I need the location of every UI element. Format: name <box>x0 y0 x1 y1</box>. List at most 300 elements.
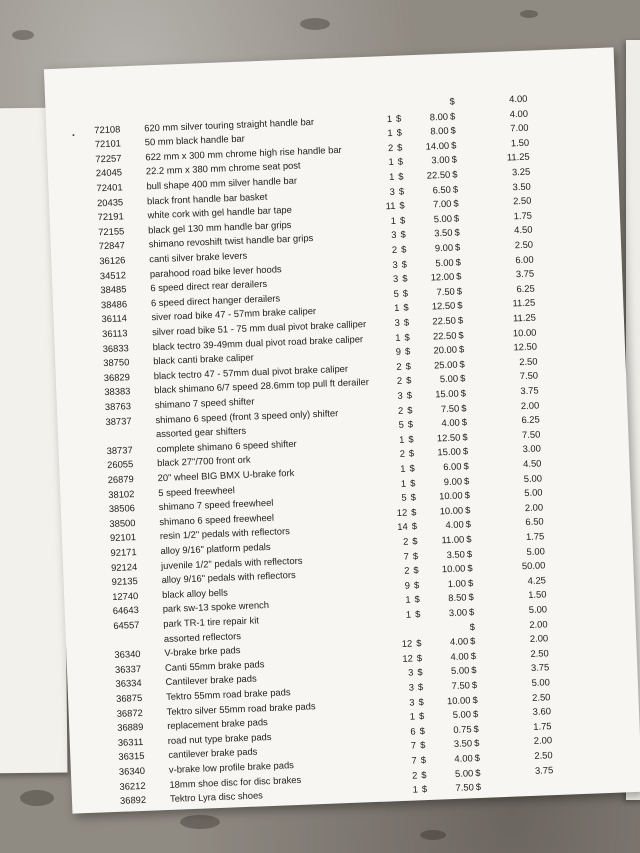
price-cell: 10.00 <box>438 489 463 502</box>
currency-sign: $ <box>464 489 470 501</box>
sku-cell: 38500 <box>109 516 136 529</box>
qty-cell: 2 <box>397 404 404 416</box>
description-cell: Tektro silver 55mm road brake pads <box>166 699 316 717</box>
currency-sign: $ <box>473 737 480 749</box>
total-cell: 10.00 <box>512 326 537 338</box>
currency-sign: $ <box>414 608 421 620</box>
total-cell: 2.00 <box>520 399 540 411</box>
description-cell: 5 speed freewheel <box>158 483 236 498</box>
description-cell: Tektro 55mm road brake pads <box>165 686 291 702</box>
description-cell: Tektro Lyra disc shoes <box>169 789 264 805</box>
qty-cell: 1 <box>400 477 407 489</box>
description-cell: v-brake low profile brake pads <box>168 759 295 775</box>
currency-sign: $ <box>464 503 471 516</box>
sku-cell: 36875 <box>115 691 143 704</box>
total-cell: 1.75 <box>525 530 545 543</box>
sku-cell: 36872 <box>116 706 143 719</box>
sku-cell: 36212 <box>119 779 146 792</box>
granite-speck <box>12 30 34 40</box>
sku-cell: 72155 <box>97 225 125 238</box>
sku-cell: 36892 <box>119 794 147 807</box>
sku-cell: 72401 <box>96 181 123 194</box>
description-cell: black 27"/700 front ork <box>156 453 251 469</box>
sku-cell: 92101 <box>109 531 137 544</box>
currency-sign: $ <box>397 155 404 168</box>
currency-sign: $ <box>472 708 479 720</box>
qty-cell: 1 <box>405 608 412 620</box>
currency-sign: $ <box>421 768 427 780</box>
sku-cell: 26055 <box>106 458 134 471</box>
currency-sign: $ <box>461 416 468 428</box>
sku-cell: 64643 <box>112 604 140 617</box>
total-cell: 4.50 <box>513 223 533 236</box>
total-cell: 2.50 <box>519 355 538 367</box>
total-cell: 11.25 <box>512 296 536 309</box>
sku-cell: 38383 <box>104 385 131 398</box>
sku-cell: 36315 <box>118 750 145 763</box>
currency-sign: $ <box>455 270 462 282</box>
sku-cell: 72257 <box>95 152 122 165</box>
description-cell: Cantilever brake pads <box>165 672 257 688</box>
currency-sign: $ <box>459 358 465 370</box>
currency-sign: $ <box>460 401 467 414</box>
currency-sign: $ <box>400 228 406 241</box>
currency-sign: $ <box>413 564 419 576</box>
description-cell: 6 speed direct rear derailers <box>150 277 268 294</box>
price-cell: 7.50 <box>451 679 471 692</box>
currency-sign: $ <box>396 126 403 138</box>
qty-cell: 2 <box>396 375 403 387</box>
description-cell: shimano 6 speed freewheel <box>159 511 275 527</box>
description-cell: bull shape 400 mm silver handle bar <box>146 174 298 192</box>
currency-sign: $ <box>458 343 465 355</box>
total-cell: 2.50 <box>530 647 549 659</box>
currency-sign: $ <box>475 766 481 778</box>
description-cell: shimano 7 speed shifter <box>154 395 255 411</box>
qty-cell: 5 <box>398 418 405 431</box>
price-cell: 25.00 <box>433 358 458 371</box>
currency-sign: $ <box>450 139 457 151</box>
qty-cell: 1 <box>412 783 419 795</box>
currency-sign: $ <box>473 722 479 735</box>
price-cell: 10.00 <box>441 562 466 575</box>
total-cell: 5.00 <box>524 486 543 499</box>
sku-cell: 38763 <box>104 400 132 413</box>
qty-cell: 7 <box>411 754 417 766</box>
sku-cell: 64557 <box>113 618 140 631</box>
currency-sign: $ <box>468 606 475 618</box>
qty-cell: 3 <box>391 229 397 241</box>
currency-sign: $ <box>413 578 420 591</box>
currency-sign: $ <box>407 418 414 430</box>
price-cell: 9.00 <box>434 241 454 254</box>
currency-sign: $ <box>409 462 415 474</box>
qty-cell: 2 <box>391 243 398 255</box>
sku-cell: 38506 <box>108 502 136 515</box>
price-cell: 14.00 <box>425 139 450 152</box>
total-cell: 2.00 <box>524 501 544 513</box>
price-cell: 6.00 <box>443 460 462 473</box>
qty-cell: 7 <box>410 739 417 752</box>
price-cell: 5.00 <box>439 372 459 385</box>
currency-sign: $ <box>400 243 407 255</box>
total-cell: 3.50 <box>512 180 531 192</box>
sku-cell: 36833 <box>102 341 129 354</box>
qty-cell: 2 <box>402 535 409 547</box>
qty-cell: 3 <box>394 316 401 328</box>
currency-sign: $ <box>474 751 481 764</box>
qty-cell: 12 <box>402 652 413 664</box>
price-cell: 5.00 <box>435 256 454 268</box>
qty-cell: 1 <box>409 710 416 722</box>
sku-cell: 72101 <box>94 137 122 150</box>
description-cell <box>143 97 403 107</box>
currency-sign: $ <box>460 387 467 399</box>
qty-cell: 1 <box>386 112 393 124</box>
price-cell: 0.75 <box>453 723 472 735</box>
qty-cell: 7 <box>403 550 410 562</box>
currency-sign: $ <box>418 695 424 707</box>
total-cell: 3.75 <box>520 384 539 397</box>
sku-cell: 36889 <box>117 721 144 734</box>
qty-cell: 12 <box>396 506 408 518</box>
total-cell: 4.00 <box>508 92 528 105</box>
currency-sign: $ <box>449 95 455 107</box>
currency-sign: $ <box>459 372 466 384</box>
description-cell: cantilever brake pads <box>168 745 258 761</box>
description-cell: black shimano 6/7 speed 28.6mm top pull ft derailer <box>154 376 370 396</box>
qty-cell: 1 <box>400 462 406 474</box>
currency-sign: $ <box>451 153 458 166</box>
currency-sign: $ <box>458 328 464 341</box>
currency-sign: $ <box>412 535 418 547</box>
price-cell: 20.00 <box>433 343 458 356</box>
qty-cell: 1 <box>388 170 395 183</box>
total-cell: 12.50 <box>513 340 538 353</box>
price-cell: 22.50 <box>432 329 457 342</box>
description-cell: black tectro 39-49mm dual pivot road brake caliper <box>152 332 364 352</box>
total-cell: 3.75 <box>515 267 535 280</box>
sku-cell: 72108 <box>94 122 121 135</box>
sku-cell: 36337 <box>114 662 142 675</box>
currency-sign: $ <box>457 299 463 311</box>
qty-cell: 12 <box>401 637 413 650</box>
description-cell: park sw-13 spoke wrench <box>162 599 270 615</box>
description-cell: silver road bike 51 - 75 mm dual pivot brake calliper <box>151 318 367 338</box>
price-cell: 8.00 <box>429 110 449 123</box>
sku-cell: 24045 <box>95 166 123 179</box>
total-cell: 1.50 <box>527 588 547 601</box>
description-cell: 620 mm silver touring straight handle bar <box>144 115 315 133</box>
sku-cell: 38486 <box>100 297 128 310</box>
currency-sign: $ <box>457 314 464 326</box>
total-cell: 7.50 <box>521 428 541 440</box>
total-cell: 3.75 <box>534 763 554 776</box>
qty-cell: 2 <box>403 564 410 576</box>
currency-sign: $ <box>467 562 473 574</box>
currency-sign: $ <box>449 110 456 122</box>
price-cell: 8.00 <box>430 124 449 137</box>
total-cell: 1.50 <box>510 136 530 149</box>
qty-cell: 1 <box>398 433 405 445</box>
price-cell: 5.00 <box>454 766 474 779</box>
sku-cell: 38750 <box>103 356 130 369</box>
total-cell: 6.25 <box>516 282 535 295</box>
qty-cell: 1 <box>405 593 411 606</box>
description-cell: 50 mm black handle bar <box>144 132 245 148</box>
total-cell: 1.75 <box>533 720 552 732</box>
sku-cell: 36311 <box>117 735 144 748</box>
total-cell: 2.50 <box>512 194 532 207</box>
description-cell: siver road bike 47 - 57mm brake caliper <box>151 305 317 323</box>
qty-cell: 3 <box>392 258 398 270</box>
qty-cell: 1 <box>393 302 400 314</box>
description-cell: resin 1/2" pedals with reflectors <box>159 525 290 542</box>
currency-sign: $ <box>468 591 474 603</box>
granite-speck <box>180 815 220 829</box>
total-cell: 4.25 <box>527 574 547 586</box>
description-cell: replacement brake pads <box>166 716 268 732</box>
qty-cell: 2 <box>396 360 402 372</box>
granite-speck <box>20 790 54 806</box>
total-cell: 50.00 <box>521 559 546 572</box>
description-cell: alloy 9/16" pedals with reflectors <box>161 569 296 586</box>
price-cell: 4.00 <box>450 650 469 662</box>
price-cell: 3.00 <box>448 606 468 619</box>
price-cell: 9.00 <box>443 475 463 487</box>
price-cell: 22.50 <box>432 314 457 327</box>
total-cell: 11.25 <box>506 151 530 163</box>
price-cell: 12.50 <box>436 431 461 444</box>
qty-cell: 3 <box>392 272 399 285</box>
sku-cell: 36114 <box>101 312 128 325</box>
price-cell: 7.00 <box>432 197 452 210</box>
currency-sign: $ <box>396 141 403 153</box>
currency-sign: $ <box>452 183 459 195</box>
qty-cell: 5 <box>401 491 407 503</box>
description-cell: complete shimano 6 speed shifter <box>156 437 297 454</box>
price-cell: 4.00 <box>445 518 464 531</box>
price-cell <box>409 96 447 97</box>
description-cell: shimano 6 speed (front 3 speed only) shifter <box>155 406 339 425</box>
total-cell: 5.00 <box>523 471 543 484</box>
currency-sign: $ <box>453 197 459 209</box>
sku-cell: 92124 <box>110 560 138 573</box>
price-cell: 5.00 <box>452 708 472 721</box>
description-cell: white cork with gel handle bar tape <box>147 203 293 221</box>
description-cell: parahood road bike lever hoods <box>149 262 282 279</box>
total-cell: 4.50 <box>522 457 542 470</box>
sku-cell: 36340 <box>118 764 146 777</box>
price-cell: 3.50 <box>453 737 473 750</box>
qty-cell: 9 <box>404 579 411 591</box>
total-cell: 7.50 <box>519 369 539 382</box>
currency-sign: $ <box>454 226 460 238</box>
total-cell: 5.00 <box>526 544 545 557</box>
currency-sign: $ <box>475 781 482 793</box>
total-cell: 7.00 <box>510 121 529 134</box>
description-cell: shimano 7 speed freewheel <box>158 496 274 513</box>
currency-sign: $ <box>399 214 406 226</box>
total-cell: 6.50 <box>525 515 544 528</box>
price-cell: 12.00 <box>430 270 455 283</box>
price-cell: 15.00 <box>437 445 462 458</box>
total-cell: 6.25 <box>521 413 540 426</box>
total-cell: 11.25 <box>512 311 536 324</box>
currency-sign: $ <box>465 518 472 530</box>
price-cell: 15.00 <box>434 387 459 400</box>
price-cell: 4.00 <box>454 752 473 764</box>
currency-sign: $ <box>403 301 409 313</box>
description-cell: black alloy bells <box>161 586 228 600</box>
currency-sign: $ <box>405 374 412 386</box>
total-cell: 3.25 <box>511 165 531 178</box>
sku-cell: 36113 <box>101 327 128 340</box>
total-cell: 5.00 <box>528 603 548 615</box>
sku-cell: 36340 <box>114 648 141 661</box>
total-cell: 3.75 <box>530 661 550 674</box>
currency-sign: $ <box>467 576 474 589</box>
sku-cell: 72191 <box>97 210 124 223</box>
price-cell <box>429 621 467 622</box>
price-cell: 10.00 <box>446 693 471 706</box>
description-cell: Canti 55mm brake pads <box>164 657 265 673</box>
sku-cell: 38102 <box>108 487 135 500</box>
currency-sign: $ <box>401 272 408 284</box>
total-cell: 2.00 <box>529 632 549 645</box>
sku-cell: 38485 <box>100 283 127 296</box>
currency-sign: $ <box>406 389 413 401</box>
currency-sign: $ <box>462 445 469 457</box>
currency-sign: $ <box>470 649 477 662</box>
currency-sign: $ <box>419 739 426 751</box>
qty-cell: 3 <box>409 696 415 708</box>
qty-cell: 6 <box>410 725 416 737</box>
currency-sign: $ <box>420 754 427 766</box>
price-cell: 1.00 <box>447 577 467 589</box>
price-cell: 4.00 <box>449 635 469 648</box>
price-cell: 11.00 <box>441 533 465 546</box>
price-cell: 3.50 <box>434 227 453 239</box>
description-cell: park TR-1 tire repair kit <box>163 614 260 630</box>
sku-cell: 26879 <box>107 473 134 486</box>
sku-cell: 92171 <box>110 546 137 559</box>
total-cell: 3.00 <box>522 442 542 455</box>
description-cell: juvenile 1/2" pedals with reflectors <box>160 554 303 571</box>
price-list-table <box>44 47 614 807</box>
qty-cell: 1 <box>395 331 401 343</box>
currency-sign: $ <box>454 241 461 253</box>
price-cell: 12.50 <box>431 299 456 312</box>
currency-sign: $ <box>450 124 456 136</box>
currency-sign: $ <box>401 258 408 270</box>
currency-sign: $ <box>417 681 424 693</box>
total-cell: 2.50 <box>534 749 553 761</box>
description-cell: 18mm shoe disc for disc brakes <box>169 773 302 790</box>
total-cell: 2.50 <box>514 238 534 251</box>
description-cell: black canti brake caliper <box>152 351 254 367</box>
currency-sign: $ <box>411 520 418 532</box>
currency-sign: $ <box>455 255 462 268</box>
qty-cell: 11 <box>385 200 396 212</box>
currency-sign: $ <box>412 549 419 562</box>
description-cell: V-brake brke pads <box>164 644 241 659</box>
total-cell: 2.00 <box>529 617 548 630</box>
sku-cell: 20435 <box>96 195 124 208</box>
description-cell: canti silver brake levers <box>149 249 248 265</box>
qty-cell: 1 <box>390 214 397 226</box>
total-cell: 2.50 <box>531 690 551 703</box>
description-cell: 22.2 mm x 380 mm chrome seat post <box>145 159 301 177</box>
qty-cell: 2 <box>387 141 394 153</box>
qty-cell: 1 <box>387 127 393 139</box>
description-cell: 20" wheel BIG BMX U-brake fork <box>157 466 295 484</box>
description-cell: 6 speed direct hanger derailers <box>150 292 281 309</box>
price-cell: 3.50 <box>446 548 466 560</box>
price-list-sheet <box>44 47 640 813</box>
description-cell: alloy 9/16" platform pedals <box>160 540 271 557</box>
qty-cell: 3 <box>408 681 415 693</box>
description-cell: 622 mm x 300 mm chrome high rise handle bar <box>145 143 342 163</box>
description-cell: shimano revoshift twist handle bar grips <box>148 232 314 250</box>
price-cell: 7.50 <box>436 285 455 298</box>
granite-speck <box>520 10 538 18</box>
qty-cell: 14 <box>397 520 408 533</box>
currency-sign: $ <box>395 112 402 124</box>
currency-sign: $ <box>399 199 405 211</box>
currency-sign: $ <box>469 620 476 632</box>
qty-cell: 9 <box>395 345 402 358</box>
currency-sign: $ <box>416 651 423 664</box>
total-cell: 4.00 <box>509 107 529 119</box>
currency-sign: $ <box>404 330 410 343</box>
currency-sign: $ <box>456 285 463 297</box>
currency-sign: $ <box>403 316 410 328</box>
qty-cell: 3 <box>407 666 414 679</box>
qty-cell: 5 <box>393 287 399 299</box>
price-cell: 5.00 <box>450 664 470 677</box>
price-cell: 6.50 <box>432 183 452 195</box>
qty-cell: 2 <box>399 448 406 460</box>
currency-sign: $ <box>407 403 413 416</box>
sku-cell: 92135 <box>111 575 138 588</box>
total-cell: 3.60 <box>532 705 552 718</box>
currency-sign: $ <box>469 635 476 647</box>
total-cell: 6.00 <box>515 253 534 265</box>
price-cell: 8.50 <box>448 591 467 604</box>
currency-sign: $ <box>463 474 470 486</box>
currency-sign: $ <box>463 460 469 472</box>
total-cell: 2.00 <box>533 734 553 747</box>
currency-sign: $ <box>471 664 477 676</box>
currency-sign: $ <box>472 693 478 705</box>
sku-cell: 12740 <box>111 589 139 602</box>
price-cell: 7.50 <box>440 402 460 414</box>
currency-sign: $ <box>466 547 473 559</box>
description-cell: assorted reflectors <box>163 629 242 644</box>
currency-sign: $ <box>452 168 458 180</box>
currency-sign: $ <box>471 679 478 691</box>
total-cell: 1.75 <box>513 209 533 222</box>
sku-cell: 36829 <box>103 370 131 383</box>
currency-sign: $ <box>466 533 472 545</box>
currency-sign: $ <box>462 431 468 443</box>
currency-sign: $ <box>398 170 404 182</box>
description-cell: assorted gear shifters <box>155 424 247 440</box>
currency-sign: $ <box>402 287 409 299</box>
qty-cell: 1 <box>388 156 394 168</box>
price-cell: 3.00 <box>431 154 450 166</box>
